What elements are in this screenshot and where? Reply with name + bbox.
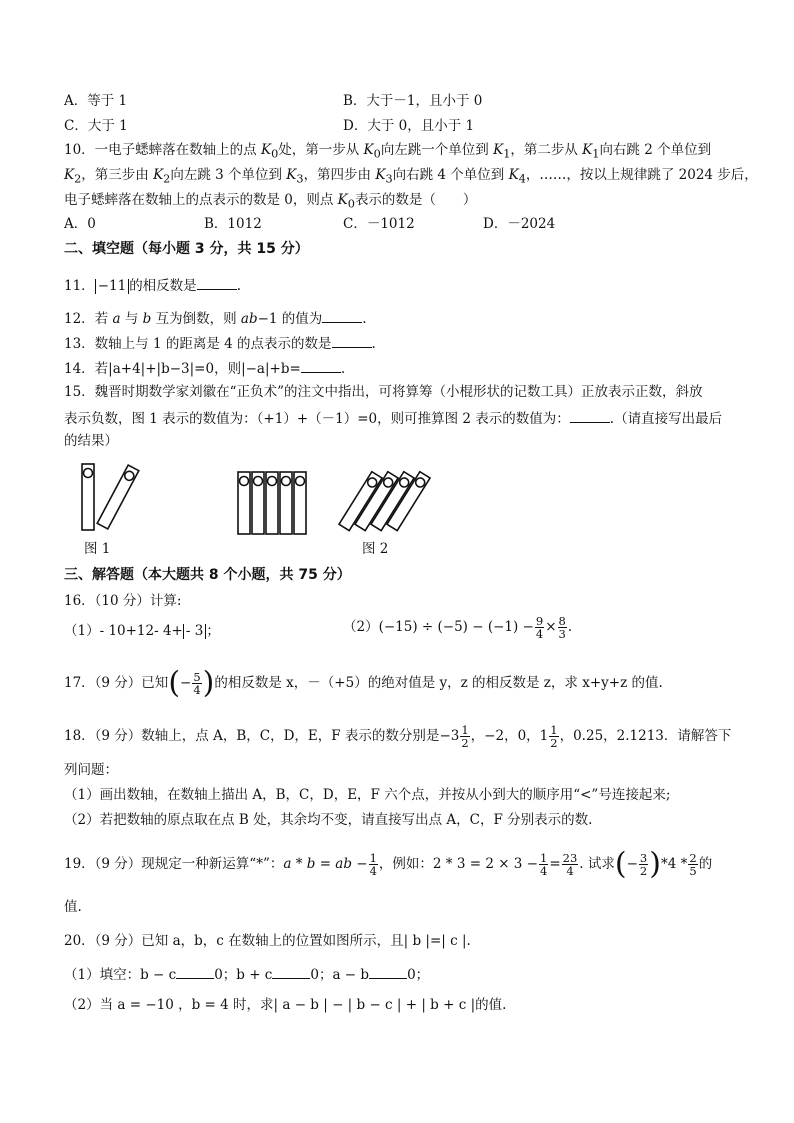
q18-part-1: （1）画出数轴，在数轴上描出 A，B，C，D，E，F 六个点，并按从小到大的顺序用“<”号连接起来; [64,787,671,803]
q20-blank-1 [176,964,214,979]
q11-abs-expression: −11 [95,279,130,294]
q10-line-3: 电子蟋蟀落在数轴上的点表示的数是 0，则点 $K_0$表示的数是（ ） [64,192,477,211]
q15-line-3: 的结果） [64,433,118,449]
q10-option-d: D．－2024 [483,216,556,232]
q15-line-2: 表示负数，图 1 表示的数值为：（+1）+（－1）=0，则可推算图 2 表示的数值为： .（请直接写出最后 [64,408,722,428]
q18-line-2: 列问题： [64,762,118,778]
q9-option-b: B．大于－1，且小于 0 [343,93,483,109]
q20-part-1: （1）填空：b − c 0；b + c 0；a − b 0； [64,964,429,984]
q16-part-2: （2）(−15) ÷ (−5) − (−1) − $\frac{9}{4}$ × $\frac{8}{3}$ . [343,614,573,641]
q12: 12．若 a 与 b 互为倒数，则 ab−1 的值为 . [64,308,367,328]
q10-option-c: C．－1012 [343,216,415,232]
rod-upright-knob [84,469,93,478]
q12-answer-blank [322,308,362,323]
q19-line-2: 值. [64,899,82,915]
q20-part-2: （2）当 a = −10 ，b = 4 时，求| a − b | − | b − c | + | b + c |的值. [64,997,507,1013]
q19-line-1: 19．（9 分）现规定一种新运算“*”：a * b = ab − $\frac{1}{4}$ ，例如：2 * 3 = 2 × 3 − $\frac{1}{4}$ = $\frac{23}{4}$ . 试求(− $\frac{3}{2}$ )*4 * $\frac{2}{5}$ 的 [64,846,713,882]
q13: 13．数轴上与 1 的距离是 4 的点表示的数是 . [64,333,376,353]
q18-line-1: 18．（9 分）数轴上，点 A，B，C，D，E，F 表示的数分别是−3 $\frac{1}{2}$ ，−2，0，1 $\frac{1}{2}$ ，0.25，2.1213．请解答下 [64,723,732,750]
q15-line-1: 15．魏晋时期数学家刘徽在“正负术”的注文中指出，可将算筹（小棍形状的记数工具）正放表示正数，斜放 [64,384,703,400]
q16-title: 16．（10 分）计算: [64,593,182,609]
q9-option-a: A．等于 1 [64,93,128,109]
q11-answer-blank [197,275,237,290]
q20-blank-3 [369,964,407,979]
q15-answer-blank [570,408,610,423]
q20-line-1: 20．（9 分）已知 a，b，c 在数轴上的位置如图所示，且| b |=| c |. [64,933,471,949]
figure-1-counting-rods [70,462,150,534]
rod-slanted-1 [339,472,382,531]
section-2-heading: 二、填空题（每小题 3 分，共 15 分） [64,241,309,257]
q17: 17．（9 分）已知(− $\frac{5}{4}$ )的相反数是 x，－（+5）的绝对值是 y，z 的相反数是 z，求 x+y+z 的值. [64,665,663,701]
q10-option-b: B．1012 [204,216,262,232]
figure-2-caption: 图 2 [362,541,389,557]
q10-line-2: $K_2$，第三步由 $K_2$向左跳 3 个单位到 $K_3$，第四步由 $K_3$向右跳 4 个单位到 $K_4$，……，按以上规律跳了 2024 步后， [64,167,758,186]
figure-1-caption: 图 1 [84,541,111,557]
q14-answer-blank [301,358,341,373]
q9-option-c: C．大于 1 [64,118,128,134]
q10-option-a: A．0 [64,216,96,232]
q16-part-1: （1）- 10+12- 4+ - 3 ； [64,623,220,639]
q11: 11． −11 的相反数是 . [64,275,241,295]
q20-blank-2 [272,964,310,979]
section-3-heading: 三、解答题（本大题共 8 个小题，共 75 分） [64,567,351,583]
q18-part-2: （2）若把数轴的原点取在点 B 处，其余均不变，请直接写出点 A，C，F 分别表示的数. [64,812,593,828]
q14: 14．若|a+4|+|b−3|=0，则|−a|+b= . [64,358,345,378]
rod-slanted [97,465,139,529]
figure-2-counting-rods [230,462,440,542]
q9-option-d: D．大于 0，且小于 1 [343,118,475,134]
q13-answer-blank [332,333,372,348]
q10-line-1: 10．一电子蟋蟀落在数轴上的点 $K_0$处，第一步从 $K_0$向左跳一个单位到 $K_1$，第二步从 $K_1$向右跳 2 个单位到 [64,142,712,161]
